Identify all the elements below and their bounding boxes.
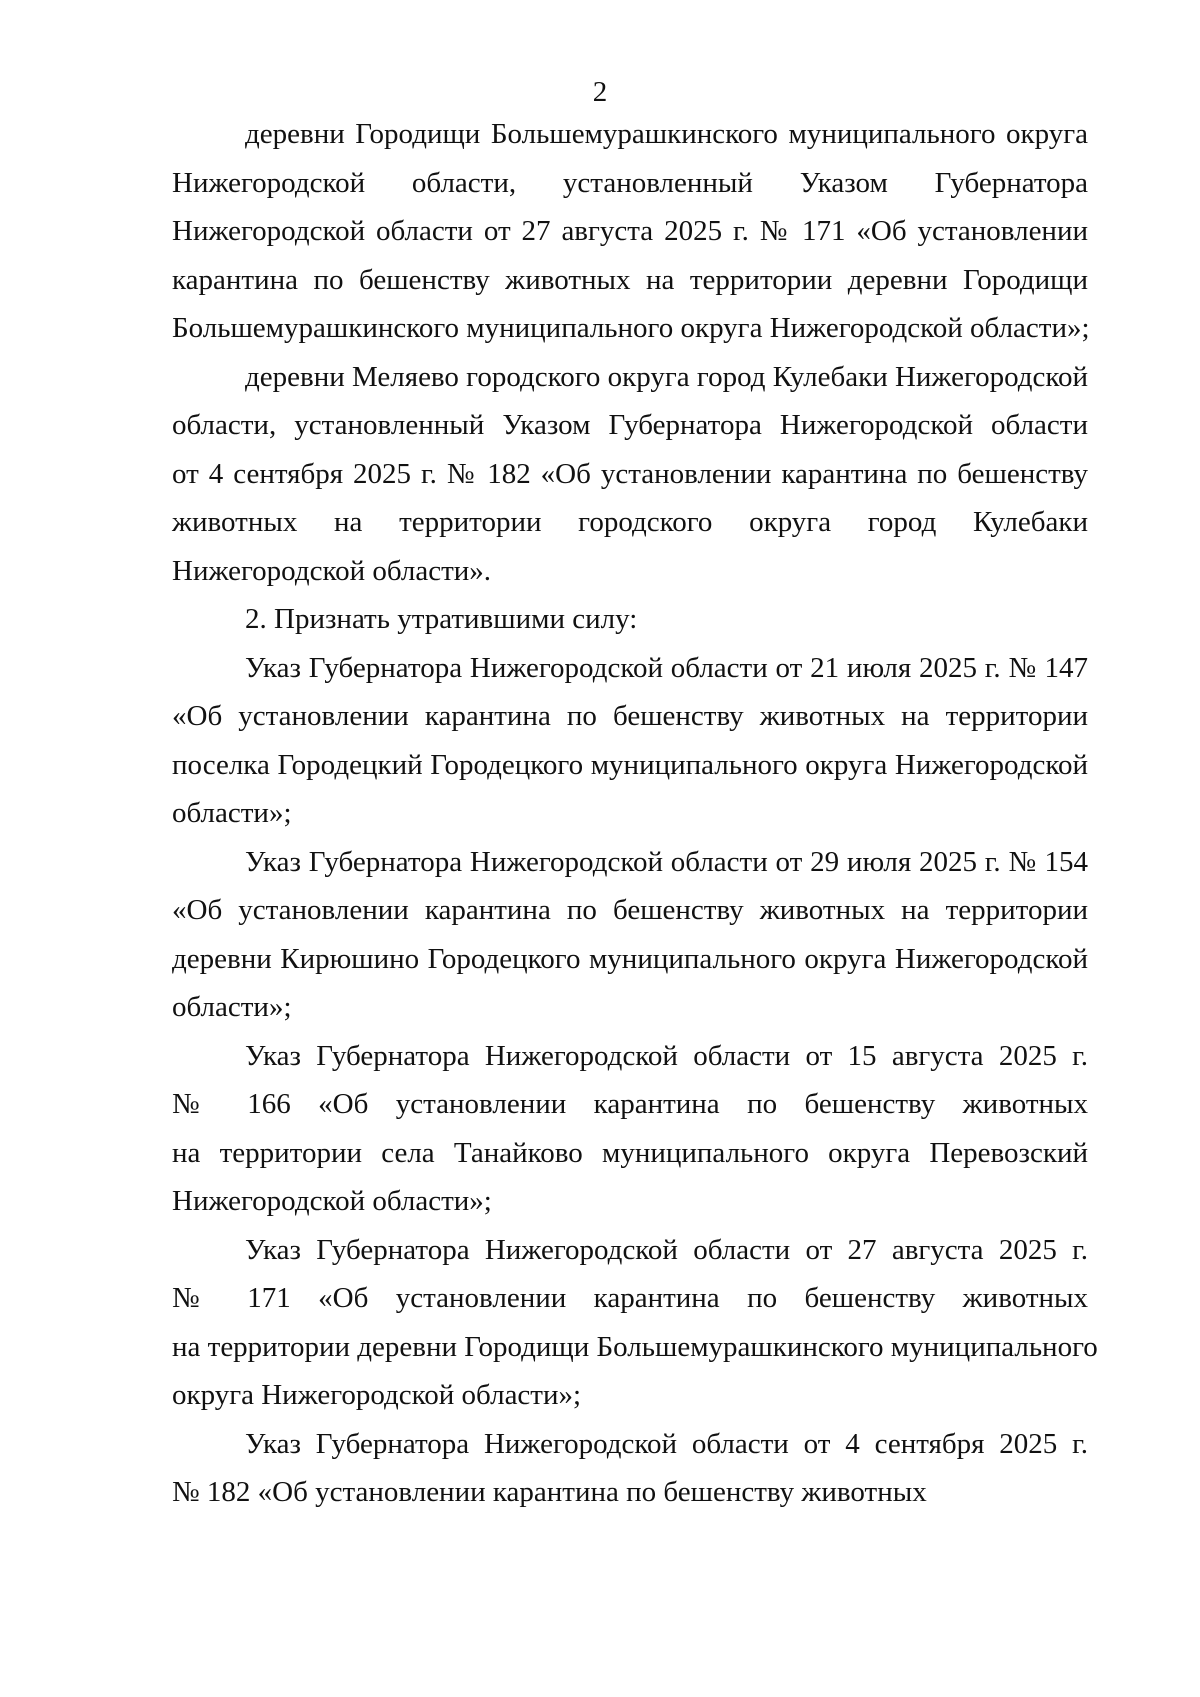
text-line: Нижегородской области от 27 августа 2025 г. № 171 «Об установлении bbox=[172, 215, 1088, 247]
paragraph bbox=[172, 1420, 1088, 1517]
paragraph bbox=[172, 595, 1088, 644]
text-line: деревни Городищи Большемурашкинского муниципального округа bbox=[245, 118, 1088, 150]
text-line: Указ Губернатора Нижегородской области от 15 августа 2025 г. bbox=[245, 1039, 1088, 1072]
text-line: 2. Признать утратившими силу: bbox=[245, 603, 638, 635]
text-line: на территории села Танайково муниципального округа Перевозский bbox=[172, 1136, 1088, 1169]
paragraph bbox=[172, 1226, 1098, 1420]
text-line: поселка Городецкий Городецкого муниципального округа Нижегородской bbox=[172, 748, 1088, 781]
text-line: Указ Губернатора Нижегородской области от 27 августа 2025 г. bbox=[245, 1233, 1088, 1266]
text-line: области, установленный Указом Губернатора Нижегородской области bbox=[172, 409, 1088, 441]
text-line: на территории деревни Городищи Большемурашкинского муниципального bbox=[172, 1330, 1098, 1363]
text-line: области»; bbox=[172, 991, 292, 1023]
page-number: 2 bbox=[592, 76, 608, 108]
text-line: деревни Меляево городского округа город Кулебаки Нижегородской bbox=[245, 360, 1089, 393]
text-line: «Об установлении карантина по бешенству животных на территории bbox=[172, 894, 1088, 926]
text-line: деревни Кирюшино Городецкого муниципального округа Нижегородской bbox=[172, 942, 1088, 975]
text-line: «Об установлении карантина по бешенству животных на территории bbox=[172, 700, 1088, 732]
text-line: Нижегородской области»; bbox=[172, 1185, 492, 1217]
paragraph bbox=[172, 353, 1088, 596]
text-line: округа Нижегородской области»; bbox=[172, 1379, 582, 1411]
text-line: № 166 «Об установлении карантина по бешенству животных bbox=[172, 1088, 1088, 1120]
paragraph bbox=[172, 110, 1088, 353]
text-line: Указ Губернатора Нижегородской области от 29 июля 2025 г. № 154 bbox=[245, 845, 1088, 878]
text-line: животных на территории городского округа город Кулебаки bbox=[172, 506, 1088, 538]
paragraph bbox=[172, 644, 1088, 838]
text-line: от 4 сентября 2025 г. № 182 «Об установлении карантина по бешенству bbox=[172, 457, 1088, 490]
document-body bbox=[172, 110, 1098, 1517]
text-line: Нижегородской области». bbox=[172, 554, 492, 587]
paragraph bbox=[172, 1032, 1088, 1226]
text-line: карантина по бешенству животных на территории деревни Городищи bbox=[172, 263, 1088, 296]
text-line: Большемурашкинского муниципального округа Нижегородской области»; bbox=[172, 312, 1090, 344]
text-line: № 182 «Об установлении карантина по бешенству животных bbox=[172, 1476, 927, 1508]
text-line: Нижегородской области, установленный Указом Губернатора bbox=[172, 166, 1088, 199]
text-line: Указ Губернатора Нижегородской области от 4 сентября 2025 г. bbox=[245, 1427, 1088, 1460]
text-line: Указ Губернатора Нижегородской области от 21 июля 2025 г. № 147 bbox=[245, 651, 1088, 684]
text-line: области»; bbox=[172, 797, 292, 829]
text-line: № 171 «Об установлении карантина по бешенству животных bbox=[172, 1282, 1088, 1314]
paragraph bbox=[172, 838, 1088, 1032]
